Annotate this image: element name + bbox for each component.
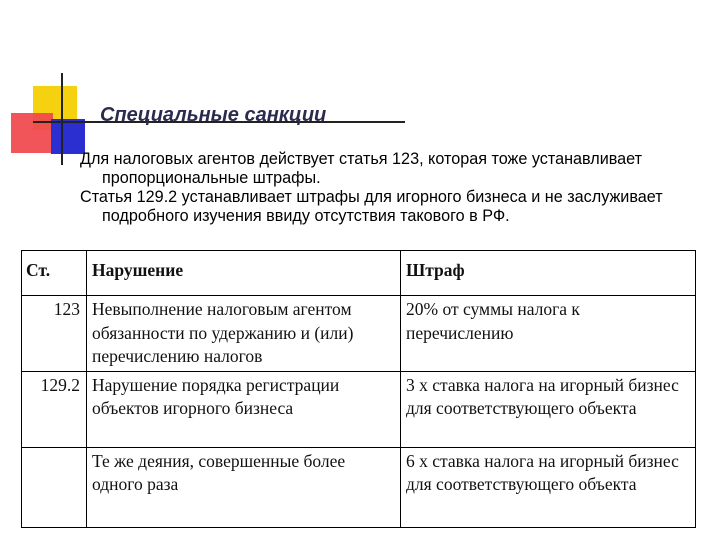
intro-paragraph-2: Статья 129.2 устанавливает штрафы для игорного бизнеса и не заслуживает подробного изучения ввиду отсутствия такового в РФ. — [80, 188, 663, 225]
row-article: 129.2 — [22, 371, 87, 447]
header-fine: Штраф — [401, 251, 696, 296]
decor-blue-square — [51, 119, 85, 154]
row-fine: 6 х ставка налога на игорный бизнес для соответствующего объекта — [401, 447, 696, 528]
row-violation: Невыполнение налоговым агентом обязанности по удержанию и (или) перечислению налогов — [87, 296, 401, 372]
decor-red-square — [11, 113, 53, 153]
row-fine: 20% от суммы налога к перечислению — [401, 296, 696, 372]
row-violation: Нарушение порядка регистрации объектов игорного бизнеса — [87, 371, 401, 447]
intro-text — [80, 150, 700, 226]
intro-paragraph-1: Для налоговых агентов действует статья 123, которая тоже устанавливает пропорциональные штрафы. — [80, 150, 643, 187]
table-row — [22, 447, 696, 528]
sanctions-table — [21, 250, 696, 528]
row-fine: 3 х ставка налога на игорный бизнес для соответствующего объекта — [401, 371, 696, 447]
header-violation: Нарушение — [87, 251, 401, 296]
row-article: 123 — [22, 296, 87, 372]
decor-vertical-line — [61, 73, 63, 165]
table-header-row — [22, 251, 696, 296]
row-article — [22, 447, 87, 528]
table-row — [22, 296, 696, 372]
slide-title: Специальные санкции — [100, 104, 327, 126]
header-article: Ст. — [22, 251, 87, 296]
table-row — [22, 371, 696, 447]
row-violation: Те же деяния, совершенные более одного раза — [87, 447, 401, 528]
